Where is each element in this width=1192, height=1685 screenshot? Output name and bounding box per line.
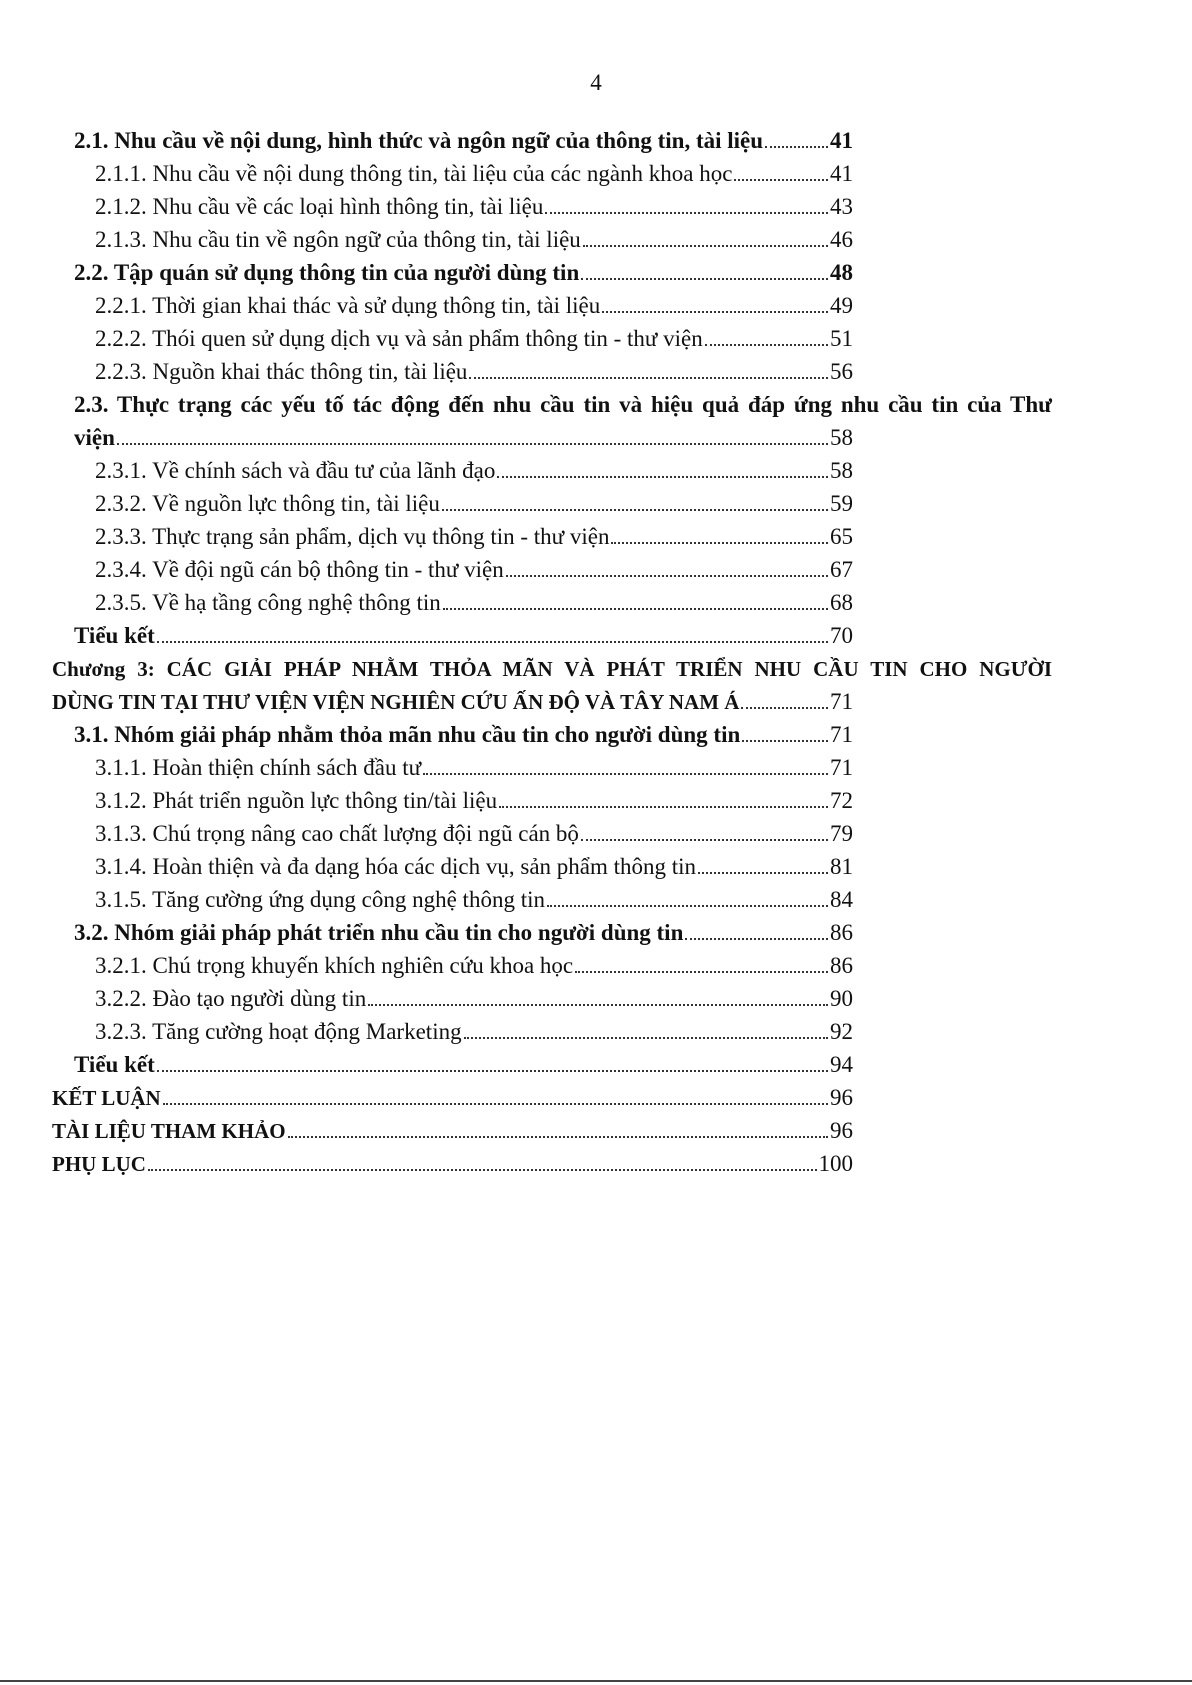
toc-entry-page: 100 <box>818 1151 853 1176</box>
page-number: 4 <box>590 70 602 95</box>
toc-entry-page: 81 <box>830 854 853 879</box>
toc-entry-3-2[interactable] <box>74 916 853 950</box>
toc-entry-3-1[interactable] <box>74 718 853 752</box>
toc-entry-page: 67 <box>830 557 853 582</box>
toc-entry-2-3-line2[interactable] <box>74 421 853 455</box>
toc-entry-3-2-2[interactable] <box>95 982 853 1016</box>
toc-entry-2-3-4[interactable] <box>95 553 853 587</box>
dot-leader <box>765 145 828 148</box>
toc-entry-label: 2.2. Tập quán sử dụng thông tin của người dùng tin <box>74 260 580 285</box>
dot-leader <box>464 1036 828 1039</box>
dot-leader <box>583 244 828 247</box>
toc-entry-2-3-1[interactable] <box>95 454 853 488</box>
dot-leader <box>288 1135 828 1138</box>
toc-entry-2-1-1[interactable] <box>95 157 853 191</box>
toc-entry-references[interactable] <box>52 1114 853 1148</box>
dot-leader <box>685 937 828 940</box>
toc-entry-page: 96 <box>830 1085 853 1110</box>
toc-entry-page: 84 <box>830 887 853 912</box>
toc-entry-2-1[interactable] <box>74 124 853 158</box>
toc-entry-label: 3.1.4. Hoàn thiện và đa dạng hóa các dịch vụ, sản phẩm thông tin <box>95 854 697 879</box>
toc-entry-page: 58 <box>830 425 853 450</box>
toc-entry-label: 2.2.3. Nguồn khai thác thông tin, tài liệu <box>95 359 468 384</box>
toc-entry-3-1-3[interactable] <box>95 817 853 851</box>
toc-entry-page: 68 <box>830 590 853 615</box>
toc-entry-page: 56 <box>830 359 853 384</box>
toc-entry-label: 3.1.5. Tăng cường ứng dụng công nghệ thông tin <box>95 887 545 912</box>
dot-leader <box>545 211 828 214</box>
toc-entry-3-1-4[interactable] <box>95 850 853 884</box>
toc-entry-3-1-1[interactable] <box>95 751 853 785</box>
dot-leader <box>443 607 828 610</box>
dot-leader <box>368 1003 828 1006</box>
toc-entry-page: 92 <box>830 1019 853 1044</box>
dot-leader <box>705 343 828 346</box>
toc-entry-page: 48 <box>830 260 853 285</box>
toc-entry-summary-3[interactable] <box>74 1048 853 1082</box>
toc-entry-label: 2.3.5. Về hạ tầng công nghệ thông tin <box>95 590 441 615</box>
dot-leader <box>117 442 828 445</box>
toc-entry-page: 79 <box>830 821 853 846</box>
toc-entry-2-1-2[interactable] <box>95 190 853 224</box>
dot-leader <box>602 310 828 313</box>
toc-entry-page: 65 <box>830 524 853 549</box>
toc-entry-label: 3.1.2. Phát triển nguồn lực thông tin/tài liệu <box>95 788 498 813</box>
dot-leader <box>581 838 828 841</box>
toc-entry-page: 86 <box>830 920 853 945</box>
toc-entry-2-3-3[interactable] <box>95 520 853 554</box>
dot-leader <box>742 739 828 742</box>
toc-entry-label: 2.1. Nhu cầu về nội dung, hình thức và ngôn ngữ của thông tin, tài liệu <box>74 128 764 153</box>
toc-entry-label: 3.2.2. Đào tạo người dùng tin <box>95 986 367 1011</box>
toc-entry-label: 3.1.1. Hoàn thiện chính sách đầu tư <box>95 755 422 780</box>
toc-entry-page: 49 <box>830 293 853 318</box>
toc-entry-page: 51 <box>830 326 853 351</box>
dot-leader <box>148 1168 817 1171</box>
toc-entry-label: Tiểu kết <box>74 623 155 648</box>
dot-leader <box>469 376 828 379</box>
toc-entry-page: 71 <box>830 755 853 780</box>
toc-entry-label: TÀI LIỆU THAM KHẢO <box>52 1119 286 1143</box>
dot-leader <box>575 970 828 973</box>
dot-leader <box>581 277 828 280</box>
toc-entry-chapter-3-line1[interactable]: Chương 3: CÁC GIẢI PHÁP NHẰM THỎA MÃN VÀ PHÁT TRIỂN NHU CẦU TIN CHO NGƯỜI <box>52 657 1052 681</box>
toc-entry-page: 71 <box>830 689 853 714</box>
toc-entry-label: 2.3.2. Về nguồn lực thông tin, tài liệu <box>95 491 440 516</box>
dot-leader <box>547 904 828 907</box>
dot-leader <box>157 640 828 643</box>
toc-entry-conclusion[interactable] <box>52 1081 853 1115</box>
toc-entry-label: Tiểu kết <box>74 1052 155 1077</box>
toc-entry-page: 96 <box>830 1118 853 1143</box>
toc-entry-2-3-line1[interactable]: 2.3. Thực trạng các yếu tố tác động đến nhu cầu tin và hiệu quả đáp ứng nhu cầu tin của Thư <box>74 392 1052 417</box>
toc-entry-3-1-2[interactable] <box>95 784 853 818</box>
toc-entry-2-2-2[interactable] <box>95 322 853 356</box>
toc-entry-label: 3.1.3. Chú trọng nâng cao chất lượng đội ngũ cán bộ <box>95 821 579 846</box>
toc-entry-label: 3.2.3. Tăng cường hoạt động Marketing <box>95 1019 462 1044</box>
dot-leader <box>423 772 828 775</box>
toc-entry-label: 3.1. Nhóm giải pháp nhằm thỏa mãn nhu cầu tin cho người dùng tin <box>74 722 741 747</box>
toc-entry-page: 70 <box>830 623 853 648</box>
toc-entry-2-2[interactable] <box>74 256 853 290</box>
toc-entry-page: 58 <box>830 458 853 483</box>
toc-entry-appendix[interactable] <box>52 1147 853 1181</box>
dot-leader <box>157 1069 828 1072</box>
dot-leader <box>163 1102 828 1105</box>
toc-entry-label: 2.1.3. Nhu cầu tin về ngôn ngữ của thông tin, tài liệu <box>95 227 581 252</box>
toc-entry-label: 2.2.2. Thói quen sử dụng dịch vụ và sản phẩm thông tin - thư viện <box>95 326 703 351</box>
toc-entry-label: 2.1.2. Nhu cầu về các loại hình thông tin, tài liệu <box>95 194 544 219</box>
toc-entry-page: 94 <box>830 1052 853 1077</box>
toc-entry-2-2-1[interactable] <box>95 289 853 323</box>
toc-entry-label: 3.2. Nhóm giải pháp phát triển nhu cầu tin cho người dùng tin <box>74 920 684 945</box>
toc-entry-label: 2.1.1. Nhu cầu về nội dung thông tin, tài liệu của các ngành khoa học <box>95 161 733 186</box>
toc-entry-label: 2.3.1. Về chính sách và đầu tư của lãnh đạo <box>95 458 496 483</box>
toc-entry-label: PHỤ LỤC <box>52 1152 146 1176</box>
page-bottom-edge <box>0 1680 1192 1682</box>
dot-leader <box>741 706 828 709</box>
toc-entry-label: viện <box>74 425 115 450</box>
toc-entry-3-2-1[interactable] <box>95 949 853 983</box>
toc-entry-label: DÙNG TIN TẠI THƯ VIỆN VIỆN NGHIÊN CỨU ẤN ĐỘ VÀ TÂY NAM Á <box>52 690 740 714</box>
toc-entry-2-2-3[interactable] <box>95 355 853 389</box>
toc-entry-page: 90 <box>830 986 853 1011</box>
dot-leader <box>499 805 828 808</box>
toc-entry-page: 41 <box>830 161 853 186</box>
dot-leader <box>734 178 828 181</box>
toc-entry-label: 2.3.4. Về đội ngũ cán bộ thông tin - thư viện <box>95 557 504 582</box>
toc-entry-label: 2.2.1. Thời gian khai thác và sử dụng thông tin, tài liệu <box>95 293 601 318</box>
dot-leader <box>698 871 828 874</box>
toc-entry-page: 86 <box>830 953 853 978</box>
toc-entry-page: 72 <box>830 788 853 813</box>
toc-entry-2-1-3[interactable] <box>95 223 853 257</box>
toc-entry-page: 41 <box>830 128 853 153</box>
toc-entry-summary-2[interactable] <box>74 619 853 653</box>
toc-entry-label: 2.3.3. Thực trạng sản phẩm, dịch vụ thông tin - thư viện <box>95 524 610 549</box>
toc-entry-3-2-3[interactable] <box>95 1015 853 1049</box>
toc-entry-page: 46 <box>830 227 853 252</box>
dot-leader <box>611 541 828 544</box>
toc-entry-label: KẾT LUẬN <box>52 1086 161 1110</box>
dot-leader <box>497 475 828 478</box>
toc-entry-chapter-3-line2[interactable] <box>52 685 853 719</box>
toc-entry-page: 43 <box>830 194 853 219</box>
toc-entry-page: 59 <box>830 491 853 516</box>
toc-entry-label: 3.2.1. Chú trọng khuyến khích nghiên cứu khoa học <box>95 953 574 978</box>
toc-entry-3-1-5[interactable] <box>95 883 853 917</box>
dot-leader <box>506 574 828 577</box>
dot-leader <box>442 508 828 511</box>
toc-entry-2-3-2[interactable] <box>95 487 853 521</box>
toc-entry-page: 71 <box>830 722 853 747</box>
toc-entry-2-3-5[interactable] <box>95 586 853 620</box>
